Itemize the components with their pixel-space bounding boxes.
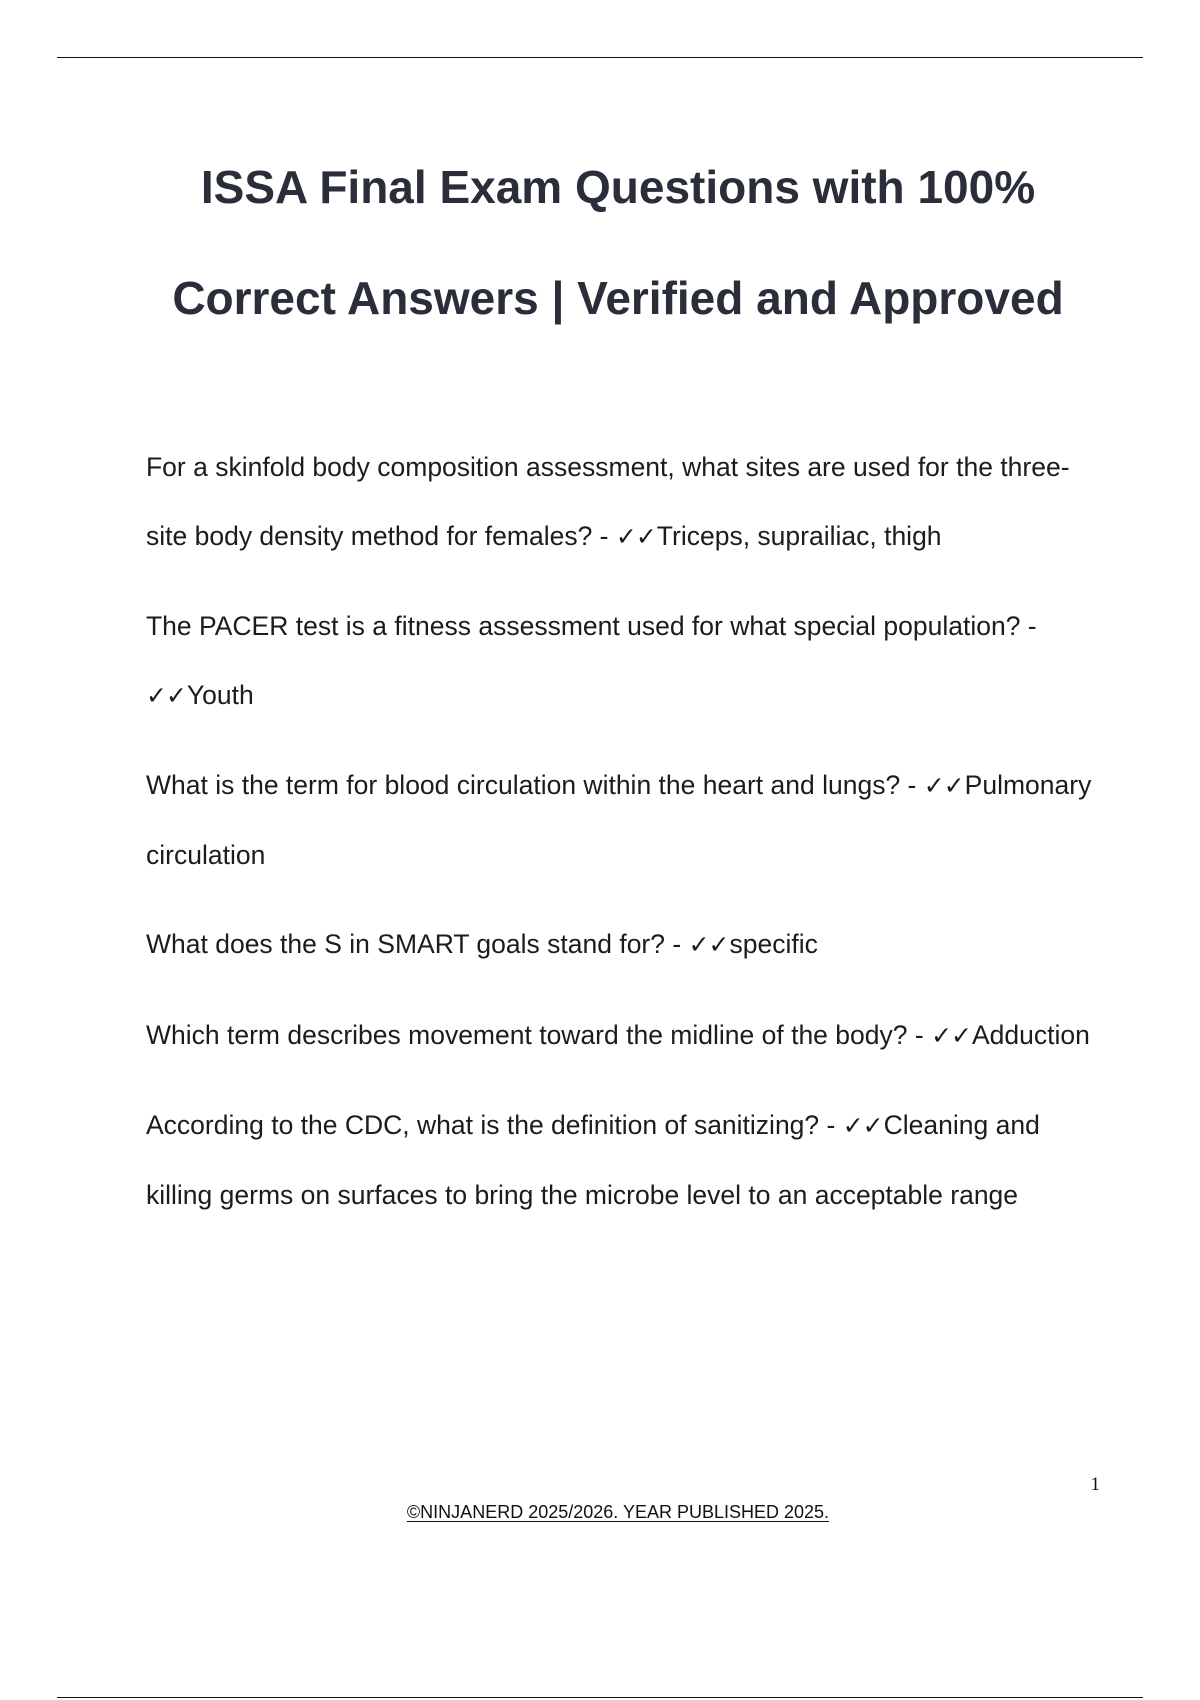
question-text: What does the S in SMART goals stand for? - — [146, 929, 682, 959]
qa-item — [146, 1091, 1106, 1229]
title-line-1: ISSA Final Exam Questions with 100% — [200, 161, 1036, 213]
qa-item — [146, 910, 1106, 980]
qa-list — [146, 433, 1106, 1250]
qa-item — [146, 592, 1106, 730]
answer-text: Pulmonary circulation — [146, 770, 1092, 870]
question-text: What is the term for blood circulation within the heart and lungs? - — [146, 770, 917, 800]
question-text: For a skinfold body composition assessment, what sites are used for the three-site body density method for females? - — [146, 452, 1070, 551]
answer-text: specific — [729, 929, 818, 959]
qa-item — [146, 433, 1106, 571]
answer-text: Triceps, suprailiac, thigh — [656, 520, 942, 551]
top-rule — [57, 57, 1143, 58]
check-icon: ✓✓ — [842, 1111, 883, 1140]
check-icon: ✓✓ — [923, 771, 964, 800]
check-icon: ✓✓ — [146, 680, 186, 710]
question-text: Which term describes movement toward the midline of the body? - — [146, 1019, 924, 1050]
title-line-2: Correct Answers | Verified and Approved — [172, 272, 1064, 324]
copyright-notice: ©NINJANERD 2025/2026. YEAR PUBLISHED 2025. — [406, 1502, 830, 1522]
answer-text: Youth — [186, 679, 254, 710]
check-icon: ✓✓ — [615, 521, 656, 551]
qa-item — [146, 1001, 1106, 1071]
check-icon: ✓✓ — [931, 1020, 971, 1050]
qa-item — [146, 751, 1106, 889]
document-title — [0, 132, 1200, 354]
footer — [0, 1502, 1200, 1523]
bottom-rule — [57, 1697, 1143, 1698]
answer-text: Cleaning and killing germs on surfaces to bring the microbe level to an acceptable range — [146, 1110, 1040, 1210]
answer-text: Adduction — [971, 1019, 1090, 1050]
question-text: The PACER test is a fitness assessment used for what special population? - — [146, 611, 1037, 641]
check-icon: ✓✓ — [688, 930, 729, 959]
page-number: 1 — [1090, 1474, 1100, 1495]
question-text: According to the CDC, what is the definition of sanitizing? - — [146, 1110, 836, 1140]
